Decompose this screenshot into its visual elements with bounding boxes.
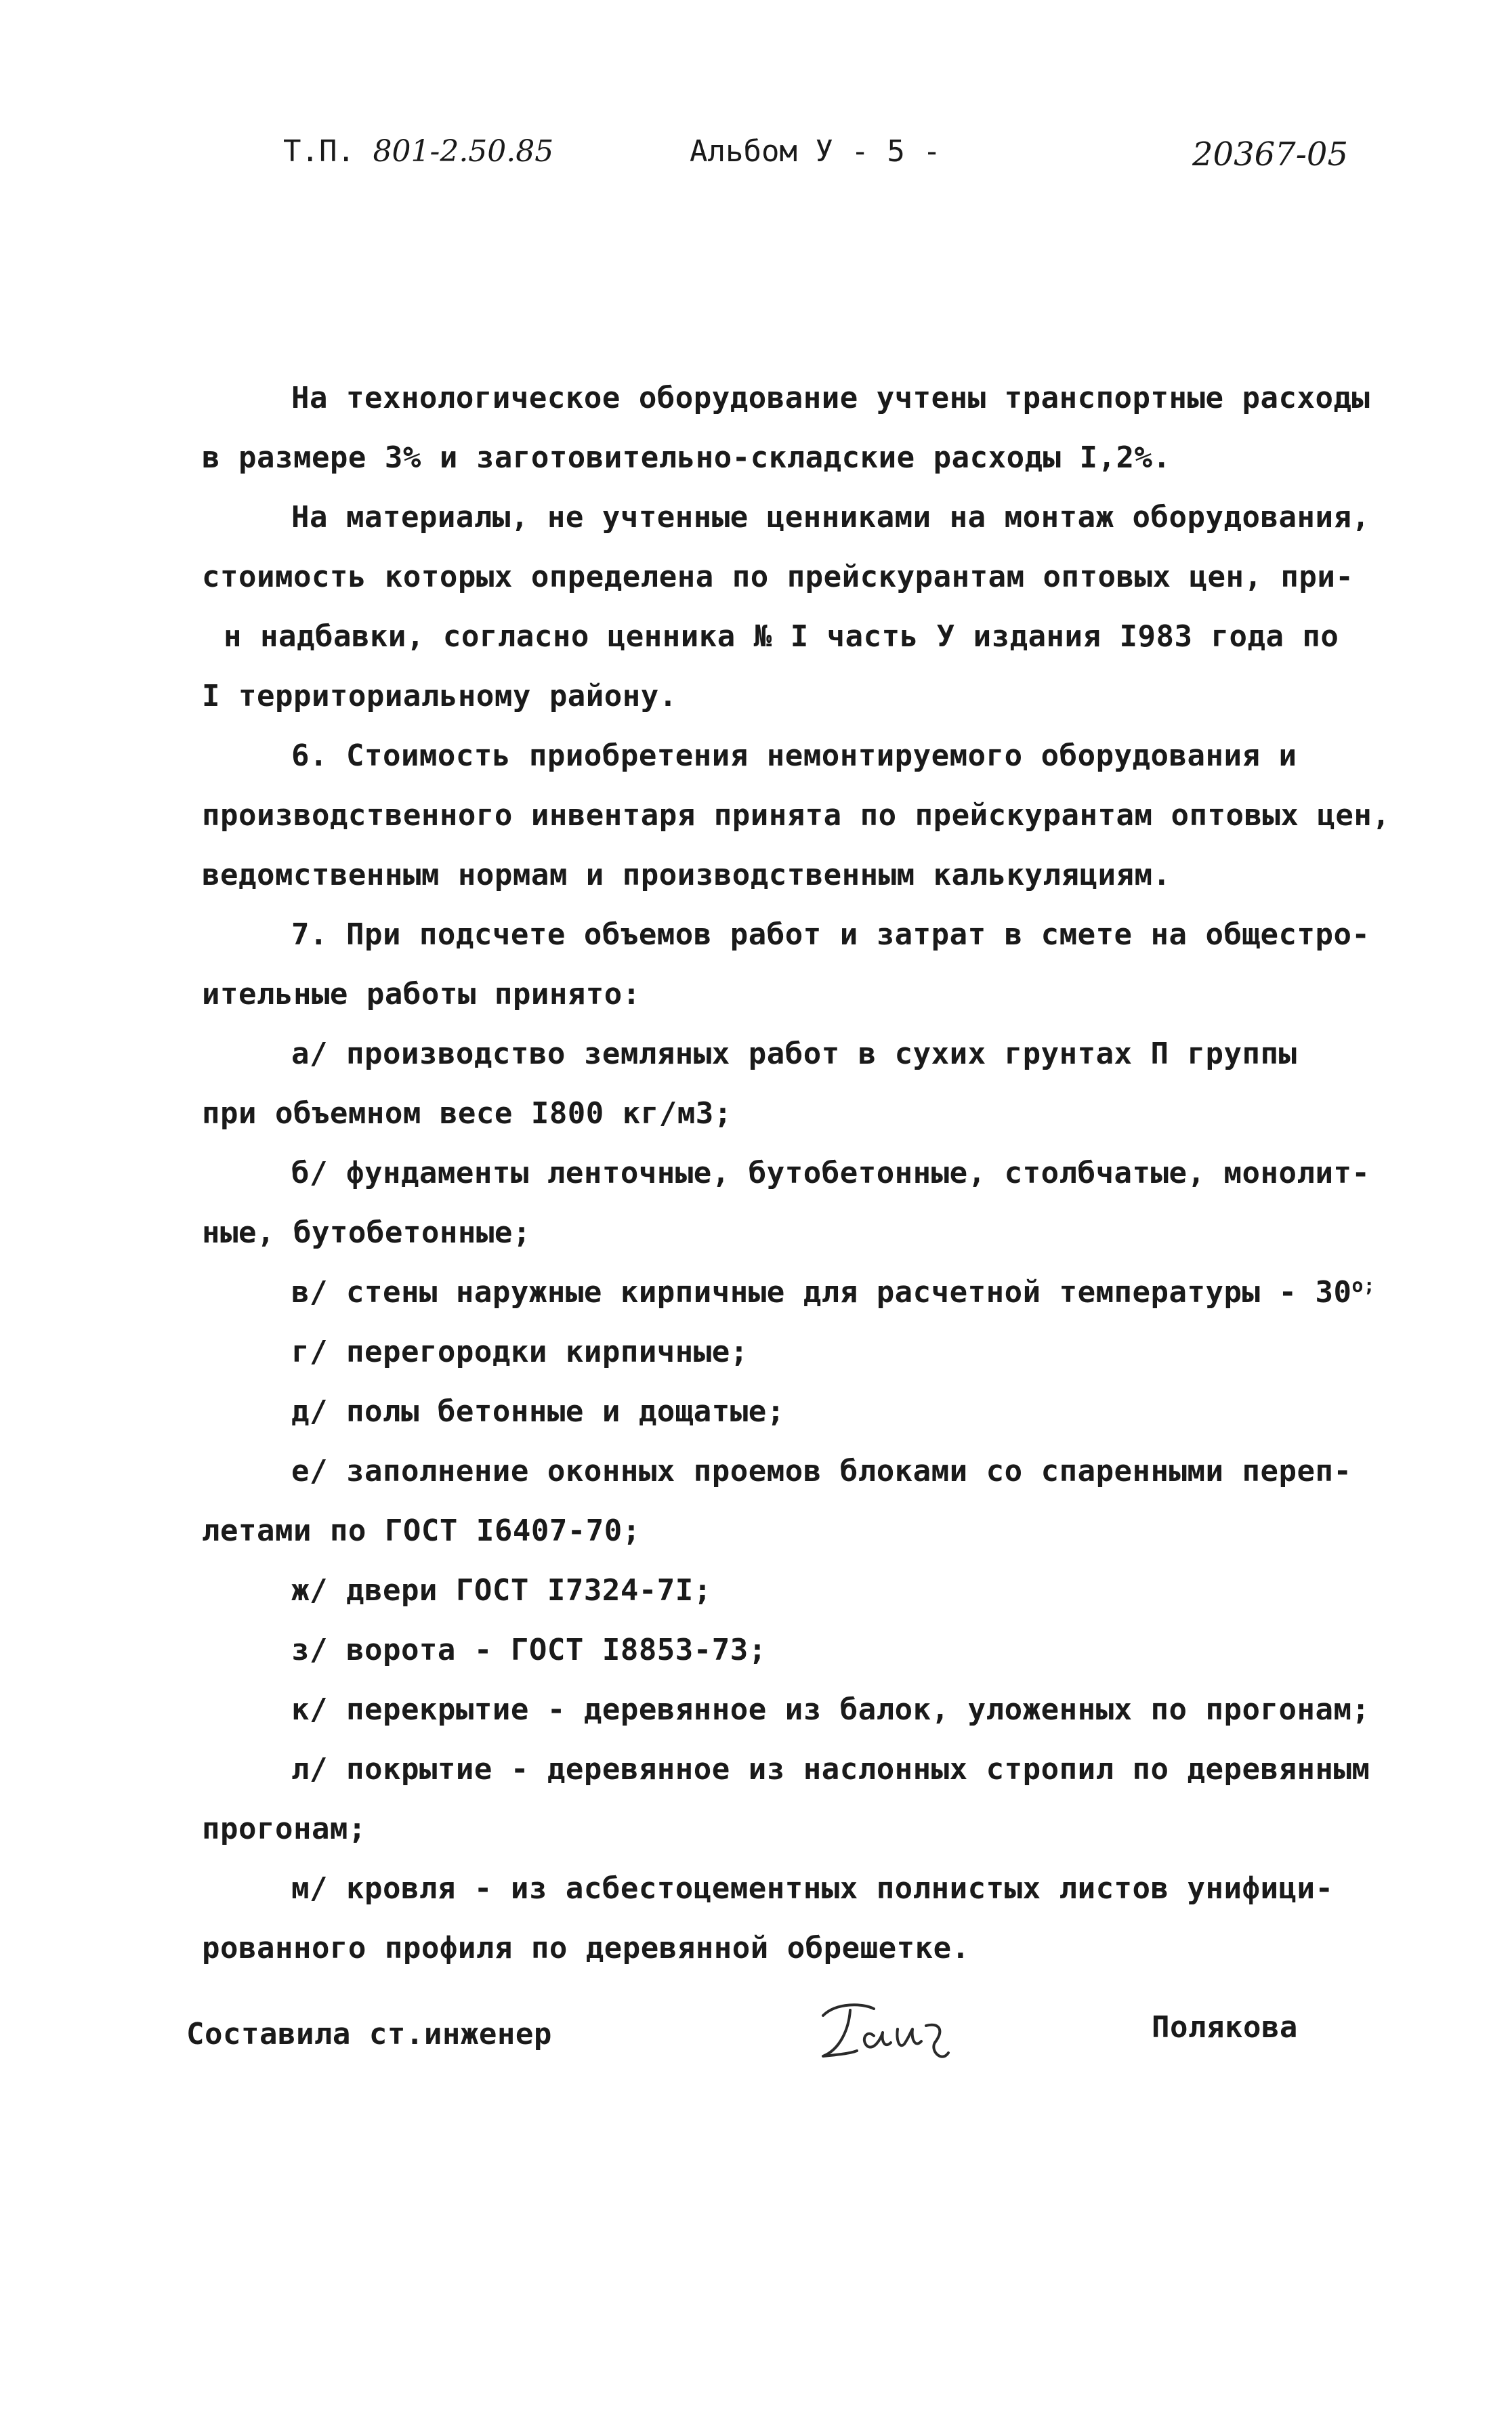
body-line: б/ фундаменты ленточные, бутобетонные, столбчатые, монолит-	[291, 1156, 1370, 1190]
compiled-by-label: Составила ст.инженер	[186, 2017, 552, 2051]
body-line: I территориальному району.	[202, 679, 677, 713]
header-tp-code: 801-2.50.85	[373, 134, 554, 169]
body-line: д/ полы бетонные и дощатые;	[291, 1394, 785, 1429]
temperature-text: в/ стены наружные кирпичные для расчетной температуры - 30	[291, 1275, 1352, 1310]
body-line: м/ кровля - из асбестоцементных полнистых листов унифици-	[291, 1871, 1334, 1906]
header-tp-label: Т.П.	[283, 134, 355, 169]
body-line: 7. При подсчете объемов работ и затрат в смете на общестро-	[291, 917, 1370, 952]
author-name: Полякова	[1152, 2010, 1298, 2045]
header-doc-number: 20367-05	[1192, 135, 1348, 173]
body-line: к/ перекрытие - деревянное из балок, уложенных по прогонам;	[291, 1692, 1370, 1727]
signature-image	[810, 1988, 972, 2070]
body-line: при объемном весе I800 кг/м3;	[202, 1096, 732, 1131]
body-line: летами по ГОСТ I6407-70;	[202, 1514, 641, 1548]
body-line: ные, бутобетонные;	[202, 1215, 531, 1250]
body-line: е/ заполнение оконных проемов блоками со спаренными переп-	[291, 1454, 1352, 1488]
body-line: прогонам;	[202, 1812, 366, 1846]
body-line: ведомственным нормам и производственным калькуляциям.	[202, 858, 1171, 892]
body-line: з/ ворота - ГОСТ I8853-73;	[291, 1633, 767, 1667]
body-line: в размере 3% и заготовительно-складские расходы I,2%.	[202, 440, 1171, 475]
body-line: н надбавки, согласно ценника № I часть У издания I983 года по	[224, 619, 1339, 654]
body-line: производственного инвентаря принята по прейскурантам оптовых цен,	[202, 798, 1391, 833]
body-line: л/ покрытие - деревянное из наслонных стропил по деревянным	[291, 1752, 1370, 1787]
body-line: ительные работы принято:	[202, 977, 641, 1011]
header-tp	[283, 133, 553, 171]
body-line: На технологическое оборудование учтены транспортные расходы	[291, 381, 1370, 415]
body-line: ж/ двери ГОСТ I7324-7I;	[291, 1573, 712, 1608]
header-album: Альбом У - 5 -	[690, 134, 941, 169]
body-line: На материалы, не учтенные ценниками на монтаж оборудования,	[291, 500, 1370, 535]
body-line: а/ производство земляных работ в сухих грунтах П группы	[291, 1037, 1297, 1071]
body-line: г/ перегородки кирпичные;	[291, 1335, 749, 1369]
body-line: рованного профиля по деревянной обрешетке.	[202, 1931, 970, 1965]
degree-sign: o;	[1351, 1274, 1376, 1297]
body-line: 6. Стоимость приобретения немонтируемого оборудования и	[291, 738, 1297, 773]
body-line-temperature	[291, 1274, 1375, 1312]
body-line: стоимость которых определена по прейскурантам оптовых цен, при-	[202, 560, 1354, 594]
